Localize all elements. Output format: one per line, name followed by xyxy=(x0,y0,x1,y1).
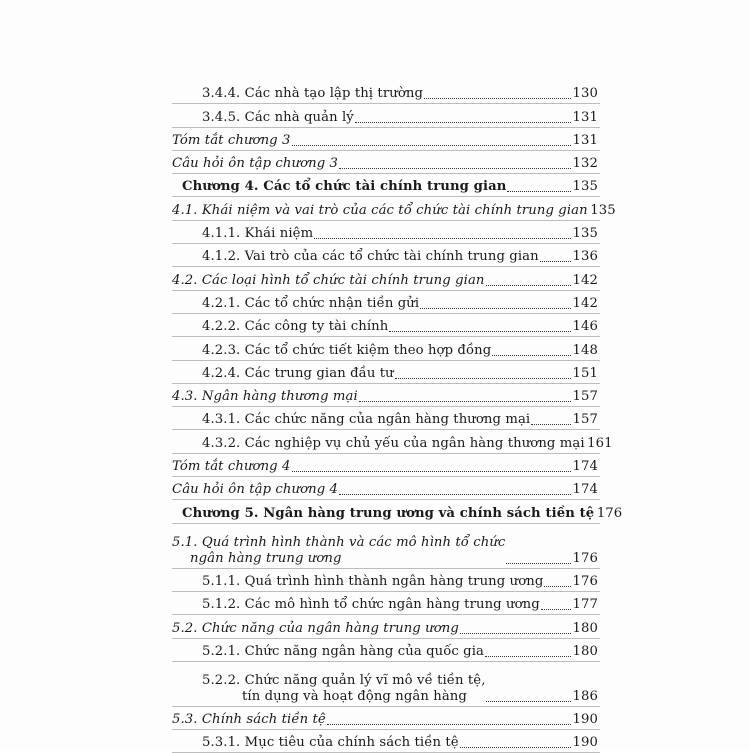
toc-entry-title: 5.2. Chức năng của ngân hàng trung ương xyxy=(172,620,459,636)
toc-page-number: 190 xyxy=(572,712,598,728)
toc-page-number: 135 xyxy=(572,179,598,195)
toc-entry-title: 5.2.2. Chức năng quản lý vĩ mô về tiền tệ, xyxy=(202,672,486,688)
toc-entry-label xyxy=(172,436,585,452)
toc-page-number: 174 xyxy=(572,482,598,498)
toc-page-number: 161 xyxy=(587,435,613,451)
toc-entry-title: 4.2.2. Các công ty tài chính xyxy=(202,319,389,335)
toc-page-number: 176 xyxy=(572,573,598,589)
toc-entry xyxy=(172,221,600,244)
toc-page-number: 131 xyxy=(572,109,598,125)
toc-entry xyxy=(172,151,600,174)
toc-entry-title: 5.1. Quá trình hình thành và các mô hình tổ chức xyxy=(172,534,506,550)
dot-leader xyxy=(492,355,571,356)
toc-entry-label xyxy=(172,110,354,126)
toc-entry-title: 4.1.2. Vai trò của các tổ chức tài chính trung gian xyxy=(202,249,539,265)
toc-entry-label xyxy=(172,597,540,613)
dot-leader xyxy=(541,609,571,610)
toc-entry xyxy=(172,407,600,430)
toc-entry-label xyxy=(172,366,394,382)
dot-leader xyxy=(327,724,571,725)
toc-page-number: 177 xyxy=(572,597,598,613)
toc-entry xyxy=(172,524,600,569)
dot-leader xyxy=(339,494,571,495)
toc-entry-label xyxy=(172,535,505,567)
dot-leader xyxy=(460,747,571,748)
dot-leader xyxy=(486,285,571,286)
toc-entry-label xyxy=(172,343,491,359)
toc-entry-label xyxy=(172,179,506,195)
toc-page-number: 135 xyxy=(590,202,616,218)
dot-leader xyxy=(506,563,571,564)
toc-page-number: 135 xyxy=(572,226,598,242)
toc-page-number: 142 xyxy=(572,272,598,288)
toc-page-number: 151 xyxy=(572,365,598,381)
toc-entry-title: Câu hỏi ôn tập chương 4 xyxy=(172,482,339,498)
toc-page-number: 180 xyxy=(572,620,598,636)
toc-entry-label xyxy=(172,482,338,498)
toc-entry-title: 4.1. Khái niệm và vai trò của các tổ chức tài chính trung gian xyxy=(172,202,588,218)
toc-entry-title: 4.3.1. Các chức năng của ngân hàng thương mại xyxy=(202,412,531,428)
toc-page-number: 131 xyxy=(572,132,598,148)
toc-entry-label xyxy=(172,644,484,660)
toc-entry-label xyxy=(172,621,459,637)
toc-entry xyxy=(172,477,600,500)
toc-entry-label xyxy=(172,133,291,149)
toc-entry xyxy=(172,662,600,707)
toc-entry-label xyxy=(172,319,388,335)
toc-entry xyxy=(172,128,600,151)
dot-leader xyxy=(531,424,571,425)
toc-entry-label xyxy=(172,459,291,475)
toc-entry-label xyxy=(172,296,419,312)
toc-entry xyxy=(172,500,623,523)
toc-entry-label xyxy=(172,273,485,289)
dot-leader xyxy=(339,168,571,169)
toc-entry-title: 5.2.1. Chức năng ngân hàng của quốc gia xyxy=(202,643,484,659)
toc-entry-title: 4.2. Các loại hình tổ chức tài chính trung gian xyxy=(172,272,485,288)
toc-page-number: 176 xyxy=(572,550,598,566)
toc-entry xyxy=(172,430,613,453)
toc-entry-title: 4.1.1. Khái niệm xyxy=(202,226,314,242)
toc-entry-label xyxy=(172,673,485,705)
table-of-contents xyxy=(172,81,623,753)
toc-entry xyxy=(172,81,600,104)
toc-page-number: 146 xyxy=(572,319,598,335)
toc-page-number: 186 xyxy=(572,688,598,704)
toc-page-number: 136 xyxy=(572,249,598,265)
toc-page-number: 180 xyxy=(572,643,598,659)
toc-page-number: 174 xyxy=(572,459,598,475)
toc-entry-label xyxy=(172,389,358,405)
dot-leader xyxy=(460,633,571,634)
toc-entry xyxy=(172,615,600,638)
toc-entry-label xyxy=(172,412,530,428)
toc-entry xyxy=(172,592,600,615)
toc-entry xyxy=(172,639,600,662)
toc-entry xyxy=(172,569,600,592)
toc-entry-label xyxy=(172,86,423,102)
toc-entry-title: Tóm tắt chương 3 xyxy=(172,132,291,148)
toc-page-number: 157 xyxy=(572,389,598,405)
toc-entry-label xyxy=(172,735,459,751)
toc-entry-title: Câu hỏi ôn tập chương 3 xyxy=(172,156,339,172)
toc-entry xyxy=(172,104,600,127)
toc-entry xyxy=(172,314,600,337)
toc-entry xyxy=(172,267,600,290)
toc-entry-title: 4.2.4. Các trung gian đầu tư xyxy=(202,365,394,381)
dot-leader xyxy=(314,238,571,239)
toc-entry-title-continued: tín dụng và hoạt động ngân hàng xyxy=(242,688,467,704)
toc-page-number: 176 xyxy=(596,505,623,521)
toc-entry xyxy=(172,454,600,477)
toc-entry-title: 5.3.1. Mục tiêu của chính sách tiền tệ xyxy=(202,735,459,751)
dot-leader xyxy=(389,331,571,332)
dot-leader xyxy=(486,701,571,702)
toc-page-number: 148 xyxy=(572,342,598,358)
toc-entry-title: Chương 4. Các tổ chức tài chính trung gian xyxy=(182,179,507,195)
toc-entry-label xyxy=(172,574,543,590)
toc-entry-title: 4.3. Ngân hàng thương mại xyxy=(172,389,358,405)
toc-entry-title: 4.2.1. Các tổ chức nhận tiền gửi xyxy=(202,295,420,311)
toc-page-number: 130 xyxy=(572,86,598,102)
dot-leader xyxy=(544,586,571,587)
dot-leader xyxy=(292,471,572,472)
dot-leader xyxy=(420,308,571,309)
dot-leader xyxy=(485,656,571,657)
toc-entry xyxy=(172,244,600,267)
toc-entry-title: 4.3.2. Các nghiệp vụ chủ yếu của ngân hàng thương mại xyxy=(202,435,585,451)
toc-entry-title: 5.1.1. Quá trình hình thành ngân hàng trung ương xyxy=(202,573,544,589)
toc-entry-label xyxy=(172,249,539,265)
toc-entry-title: 3.4.5. Các nhà quản lý xyxy=(202,109,354,125)
toc-entry-title: 4.2.3. Các tổ chức tiết kiệm theo hợp đồng xyxy=(202,342,492,358)
dot-leader xyxy=(507,191,571,192)
dot-leader xyxy=(359,401,571,402)
toc-entry xyxy=(172,337,600,360)
dot-leader xyxy=(540,261,571,262)
toc-entry-title: 5.3. Chính sách tiền tệ xyxy=(172,712,326,728)
dot-leader xyxy=(292,145,572,146)
dot-leader xyxy=(355,122,571,123)
toc-entry xyxy=(172,174,600,197)
toc-entry-title-continued: ngân hàng trung ương xyxy=(190,550,342,566)
toc-entry-title: 3.4.4. Các nhà tạo lập thị trường xyxy=(202,86,423,102)
toc-entry-label xyxy=(172,156,338,172)
toc-entry-title: Tóm tắt chương 4 xyxy=(172,459,291,475)
toc-page-number: 190 xyxy=(572,735,598,751)
toc-entry xyxy=(172,384,600,407)
toc-entry-label xyxy=(172,506,594,522)
toc-page-number: 157 xyxy=(572,412,598,428)
toc-entry-title: Chương 5. Ngân hàng trung ương và chính sách tiền tệ xyxy=(182,505,595,521)
toc-entry-label xyxy=(172,712,326,728)
toc-page-number: 132 xyxy=(572,156,598,172)
toc-entry xyxy=(172,291,600,314)
toc-entry-label xyxy=(172,203,588,219)
toc-entry-label xyxy=(172,226,313,242)
toc-entry xyxy=(172,707,600,730)
toc-entry xyxy=(172,361,600,384)
toc-page-number: 142 xyxy=(572,295,598,311)
dot-leader xyxy=(424,98,571,99)
dot-leader xyxy=(395,378,571,379)
toc-entry-title: 5.1.2. Các mô hình tổ chức ngân hàng trung ương xyxy=(202,597,540,613)
toc-entry xyxy=(172,197,616,220)
